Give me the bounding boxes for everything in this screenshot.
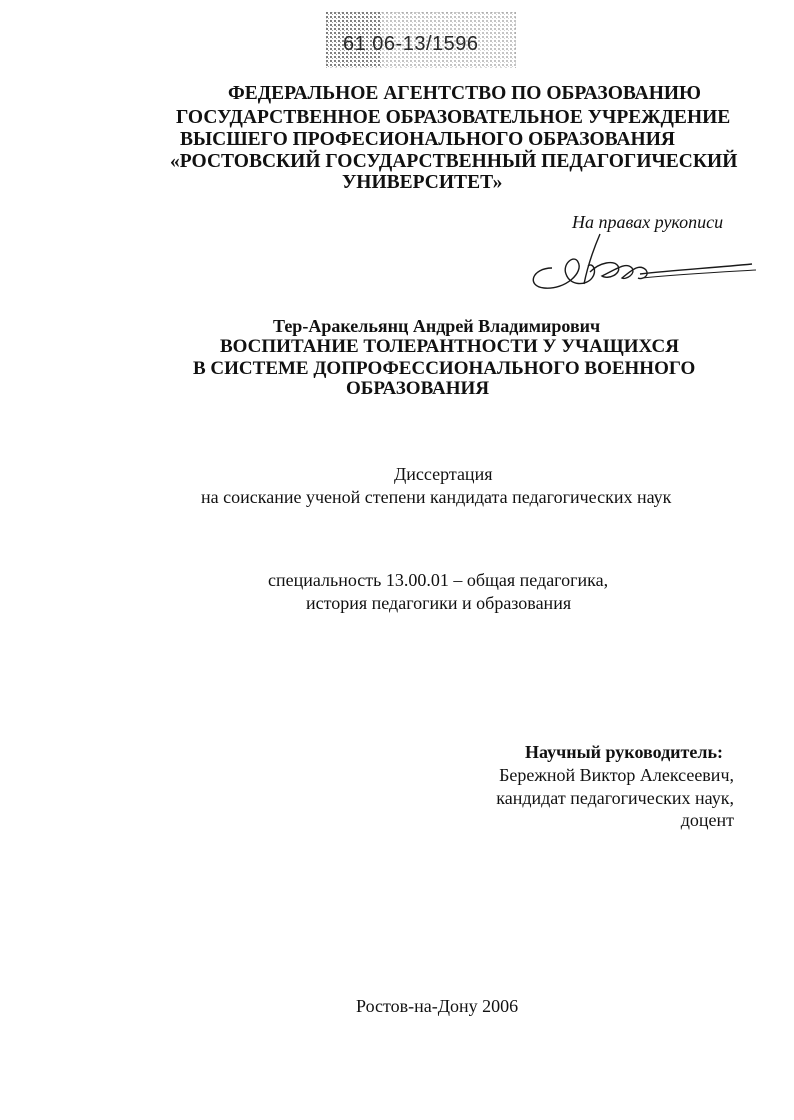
institution-line-5: УНИВЕРСИТЕТ» [342,172,503,193]
specialty-line-1: специальность 13.00.01 – общая педагогика, [268,570,609,590]
supervisor-heading: Научный руководитель: [525,742,723,762]
institution-line-3: ВЫСШЕГО ПРОФЕСИОНАЛЬНОГО ОБРАЗОВАНИЯ [180,129,675,150]
institution-line-4: «РОСТОВСКИЙ ГОСУДАРСТВЕННЫЙ ПЕДАГОГИЧЕСКИЙ [170,151,738,172]
work-type-purpose: на соискание ученой степени кандидата педагогических наук [201,487,672,507]
supervisor-name: Бережной Виктор Алексеевич, [499,765,734,785]
supervisor-rank: доцент [680,810,734,830]
author-name: Тер-Аракельянц Андрей Владимирович [273,316,601,336]
stamp-code: 61 06-13/1596 [343,33,479,55]
rights-note: На правах рукописи [572,212,724,232]
thesis-title-line-1: ВОСПИТАНИЕ ТОЛЕРАНТНОСТИ У УЧАЩИХСЯ [220,336,679,357]
institution-line-1: ФЕДЕРАЛЬНОЕ АГЕНТСТВО ПО ОБРАЗОВАНИЮ [228,83,702,104]
author-signature [522,228,758,298]
place-year: Ростов-на-Дону 2006 [356,996,519,1016]
supervisor-degree: кандидат педагогических наук, [496,788,734,808]
thesis-title-line-3: ОБРАЗОВАНИЯ [346,378,490,399]
institution-line-2: ГОСУДАРСТВЕННОЕ ОБРАЗОВАТЕЛЬНОЕ УЧРЕЖДЕНИЕ [176,107,731,128]
specialty-line-2: история педагогики и образования [306,593,572,613]
thesis-title-line-2: В СИСТЕМЕ ДОПРОФЕССИОНАЛЬНОГО ВОЕННОГО [193,358,696,379]
work-type-title: Диссертация [394,464,493,484]
